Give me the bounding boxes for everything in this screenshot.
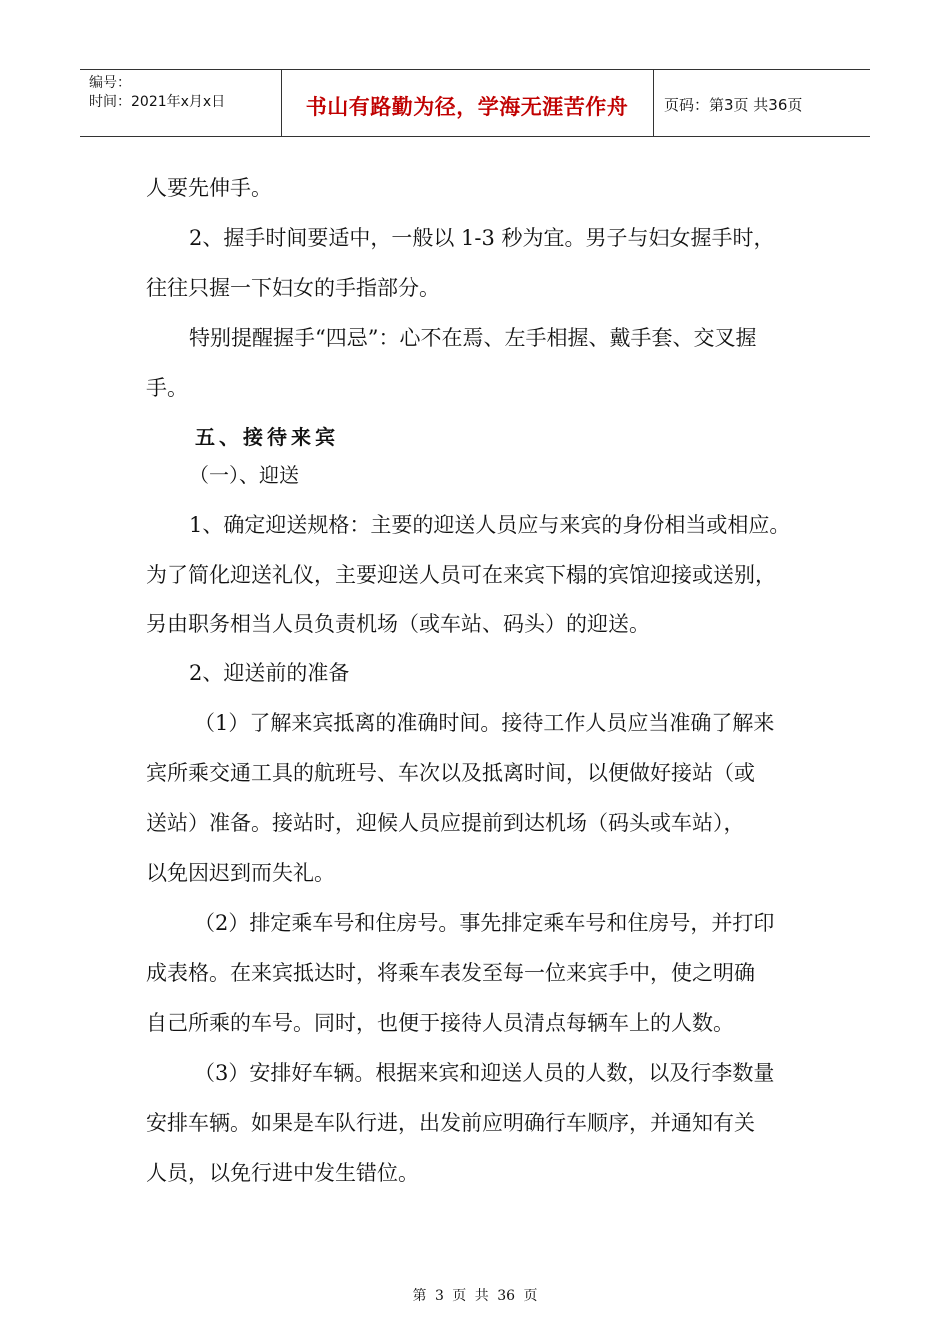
page-footer: 第 3 页 共 36 页 <box>412 1288 538 1304</box>
body-line: 2、握手时间要适中，一般以 1-3 秒为宜。男子与妇女握手时， <box>189 226 775 250</box>
body-line: 另由职务相当人员负责机场（或车站、码头）的迎送。 <box>146 612 650 636</box>
body-line: 自己所乘的车号。同时，也便于接待人员清点每辆车上的人数。 <box>146 1011 734 1035</box>
body-line: 送站）准备。接站时，迎候人员应提前到达机场（码头或车站）， <box>146 811 745 835</box>
body-line: 安排车辆。如果是车队行进，出发前应明确行车顺序，并通知有关 <box>146 1111 755 1135</box>
section-heading: 五、接待来宾 <box>195 425 339 449</box>
body-line: 1、确定迎送规格：主要的迎送人员应与来宾的身份相当或相应。 <box>189 513 791 537</box>
body-line: 往往只握一下妇女的手指部分。 <box>146 276 440 300</box>
header-meta-cell <box>80 70 282 136</box>
body-line: （3）安排好车辆。根据来宾和迎送人员的人数，以及行李数量 <box>194 1061 775 1085</box>
header-motto: 书山有路勤为径，学海无涯苦作舟 <box>305 95 629 119</box>
page-header <box>80 69 870 137</box>
body-line: 手。 <box>146 376 188 400</box>
document-code-label: 编号： <box>89 75 131 91</box>
header-page-cell <box>654 70 870 136</box>
subsection-heading: （一）、迎送 <box>189 463 299 487</box>
body-line: （1）了解来宾抵离的准确时间。接待工作人员应当准确了解来 <box>194 711 775 735</box>
body-line: 特别提醒握手“四忌”：心不在焉、左手相握、戴手套、交叉握 <box>189 326 757 350</box>
document-date: 时间：2021年x月x日 <box>89 94 226 110</box>
body-line: 宾所乘交通工具的航班号、车次以及抵离时间，以便做好接站（或 <box>146 761 755 785</box>
body-line: 人要先伸手。 <box>146 176 272 200</box>
header-page-info: 页码：第3页 共36页 <box>664 96 803 114</box>
body-line: 2、迎送前的准备 <box>189 661 350 685</box>
body-line: 以免因迟到而失礼。 <box>146 861 335 885</box>
header-motto-cell <box>281 70 654 136</box>
body-line: （2）排定乘车号和住房号。事先排定乘车号和住房号，并打印 <box>194 911 775 935</box>
body-line: 成表格。在来宾抵达时，将乘车表发至每一位来宾手中，使之明确 <box>146 961 755 985</box>
body-line: 为了简化迎送礼仪，主要迎送人员可在来宾下榻的宾馆迎接或送别， <box>146 563 776 587</box>
body-line: 人员，以免行进中发生错位。 <box>146 1161 419 1185</box>
